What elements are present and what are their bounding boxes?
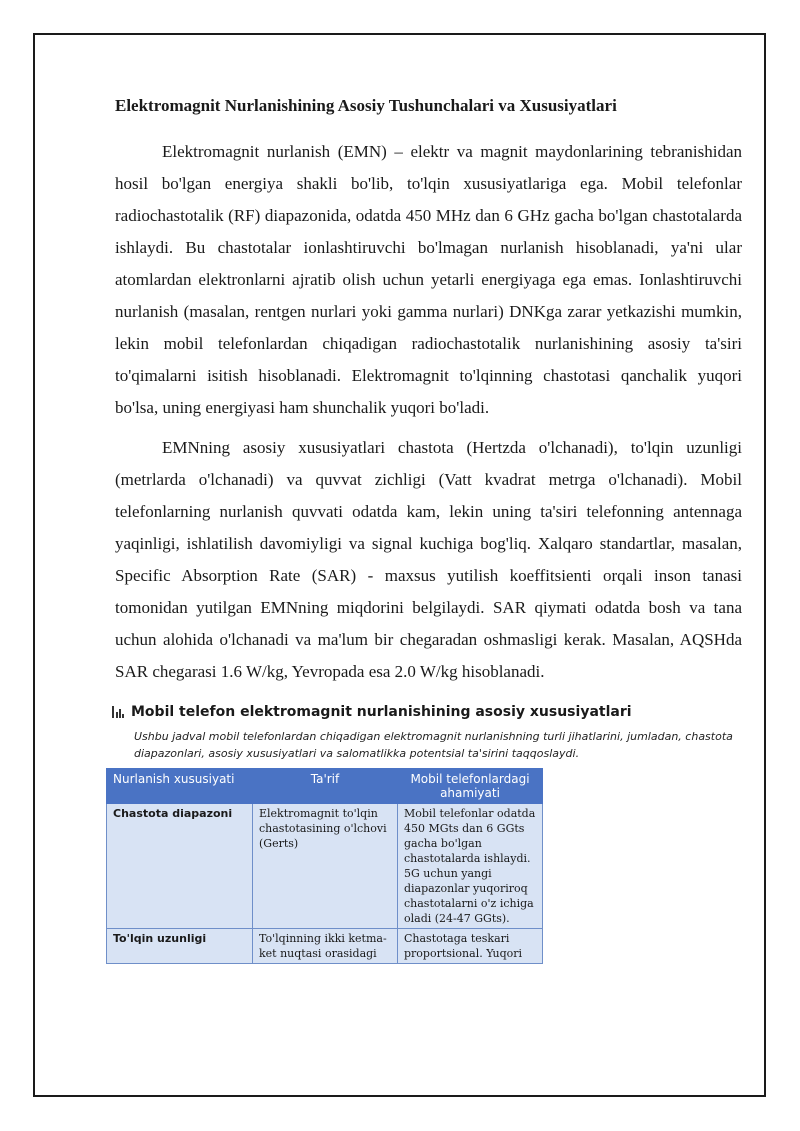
bar-chart-icon xyxy=(112,706,125,718)
column-header: Ta'rif xyxy=(253,769,398,804)
paragraph-2: EMNning asosiy xususiyatlari chastota (Hertzda o'lchanadi), to'lqin uzunligi (metrlarda o'lchanadi) va quvvat zichligi (Vatt kvadrat metrga o'lchanadi). Mobil telefonlarning nurlanish quvvati odatda kam, lekin uning ta'siri telefonning antennaga yaqinligi, ishlatilish davomiyligi va signal kuchiga bog'liq. Xalqaro standartlar, masalan, Specific Absorption Rate (SAR) - maxsus yutilish koeffitsienti orqali inson tanasi tomonidan yutilgan EMNning miqdorini belgilaydi. SAR qiymati odatda bosh va tana uchun alohida o'lchanadi va ma'lum bir chegaradan oshmasligi kerak. Masalan, AQSHda SAR chegarasi 1.6 W/kg, Yevropada esa 2.0 W/kg hisoblanadi. xyxy=(115,438,742,681)
table-heading-text: Mobil telefon elektromagnit nurlanishining asosiy xususiyatlari xyxy=(131,704,632,720)
table-cell: Elektromagnit to'lqin chastotasining o'lchovi (Gerts) xyxy=(253,804,398,929)
document-body xyxy=(115,96,742,964)
table-cell: Chastota diapazoni xyxy=(107,804,253,929)
table-caption: Ushbu jadval mobil telefonlardan chiqadigan elektromagnit nurlanishning turli jihatlarini, jumladan, chastota diapazonlari, asosiy xususiyatlari va salomatlikka potentsial ta'sirini taqqoslaydi. xyxy=(134,730,733,760)
document-title: Elektromagnit Nurlanishining Asosiy Tushunchalari va Xususiyatlari xyxy=(115,96,617,115)
table-row xyxy=(107,804,543,929)
table-header-row xyxy=(107,769,543,804)
table-row xyxy=(107,929,543,964)
column-header: Nurlanish xususiyati xyxy=(107,769,253,804)
column-header: Mobil telefonlardagi ahamiyati xyxy=(398,769,543,804)
properties-table xyxy=(106,768,543,964)
table-cell: Chastotaga teskari proportsional. Yuqori xyxy=(398,929,543,964)
table-cell: To'lqinning ikki ketma-ket nuqtasi orasidagi xyxy=(253,929,398,964)
table-cell: Mobil telefonlar odatda 450 MGts dan 6 GGts gacha bo'lgan chastotalarda ishlaydi. 5G uchun yangi diapazonlar yuqoriroq chastotalarni o'z ichiga oladi (24-47 GGts). xyxy=(398,804,543,929)
table-cell: To'lqin uzunligi xyxy=(107,929,253,964)
paragraph-1: Elektromagnit nurlanish (EMN) – elektr va magnit maydonlarining tebranishidan hosil bo'lgan energiya shakli bo'lib, to'lqin xususiyatlariga ega. Mobil telefonlar radiochastotalik (RF) diapazonida, odatda 450 MHz dan 6 GHz gacha bo'lgan chastotalarda ishlaydi. Bu chastotalar ionlashtiruvchi bo'lmagan nurlanish hisoblanadi, ya'ni ular atomlardan elektronlarni ajratib olish uchun yetarli energiyaga ega emas. Ionlashtiruvchi nurlanish (masalan, rentgen nurlari yoki gamma nurlari) DNKga zarar yetkazishi mumkin, lekin mobil telefonlardan chiqadigan radiochastotalik nurlanishining asosiy ta'siri to'qimalarni isitish hisoblanadi. Elektromagnit to'lqinning chastotasi qanchalik yuqori bo'lsa, uning energiyasi ham shunchalik yuqori bo'ladi. xyxy=(115,142,742,417)
table-heading xyxy=(112,704,742,720)
